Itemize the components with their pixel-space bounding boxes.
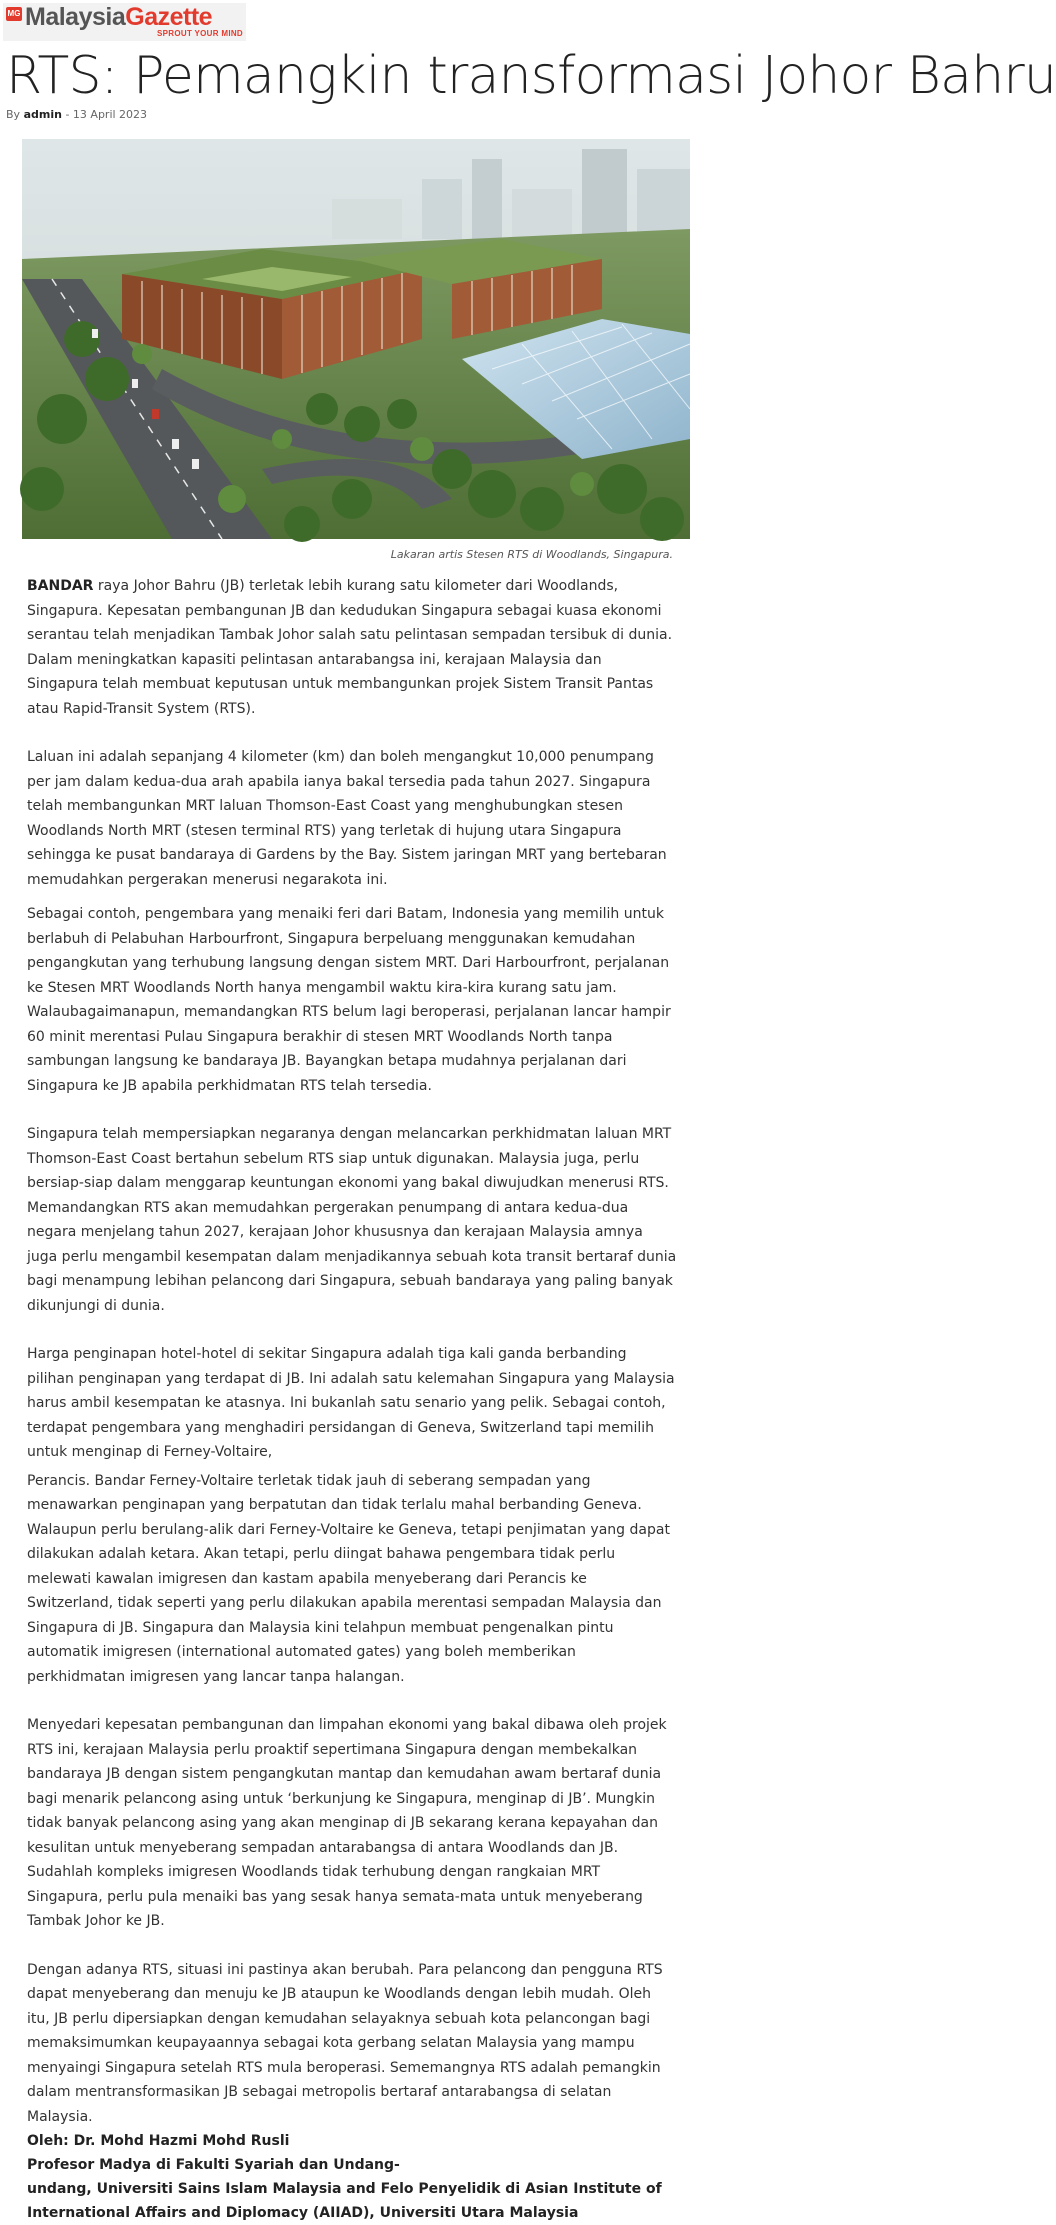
author-signature	[27, 2129, 677, 2225]
author-link[interactable]: admin	[23, 108, 62, 121]
byline-separator: -	[65, 108, 70, 121]
article-title: RTS: Pemangkin transformasi Johor Bahru	[6, 46, 1056, 106]
paragraph-7: Menyedari kepesatan pembangunan dan limpahan ekonomi yang bakal dibawa oleh projek RTS ini, kerajaan Malaysia perlu proaktif sepertimana Singapura dengan membekalkan bandaraya JB dengan sistem pengangkutan mantap dan kemudahan awam bertaraf dunia bagi menarik pelancong asing untuk ‘berkunjung ke Singapura, menginap di JB’. Mungkin tidak banyak pelancong asing yang akan menginap di JB sekarang kerana kepayahan dan kesulitan untuk menyeberang sempadan antarabangsa di antara Woodlands dan JB. Sudahlah kompleks imigresen Woodlands tidak terhubung dengan rangkaian MRT Singapura, perlu pula menaiki bas yang sesak hanya semata-mata untuk menyeberang Tambak Johor ke JB.	[27, 1717, 667, 1929]
logo-tagline: SPROUT YOUR MIND	[157, 29, 243, 38]
paragraph-3: Sebagai contoh, pengembara yang menaiki feri dari Batam, Indonesia yang memilih untuk berlabuh di Pelabuhan Harbourfront, Singapura berpeluang menggunakan kemudahan pengangkutan yang terhubung langsung dengan sistem MRT. Dari Harbourfront, perjalanan ke Stesen MRT Woodlands North hanya mengambil waktu kira-kira kurang satu jam. Walaubagaimanapun, memandangkan RTS belum lagi beroperasi, perjalanan lancar hampir 60 minit merentasi Pulau Singapura berakhir di stesen MRT Woodlands North tanpa sambungan langsung ke bandaraya JB. Bayangkan betapa mudahnya perjalanan dari Singapura ke JB apabila perkhidmatan RTS telah tersedia.	[27, 906, 671, 1094]
logo-name-part1: Malaysia	[25, 3, 126, 31]
lead-word: BANDAR	[27, 578, 94, 594]
site-logo[interactable]	[3, 3, 246, 41]
signature-line-3: undang, Universiti Sains Islam Malaysia and Felo Penyelidik di Asian Institute of International Affairs and Diplomacy (AIIAD), Universiti Utara Malaysia	[27, 2181, 662, 2221]
signature-line-2: Profesor Madya di Fakulti Syariah dan Undang-	[27, 2157, 400, 2173]
signature-line-1: Oleh: Dr. Mohd Hazmi Mohd Rusli	[27, 2133, 290, 2149]
logo-badge: MG	[6, 7, 22, 21]
byline	[6, 108, 147, 121]
byline-prefix: By	[6, 108, 21, 121]
paragraph-4: Singapura telah mempersiapkan negaranya dengan melancarkan perkhidmatan laluan MRT Thomson-East Coast bertahun sebelum RTS siap untuk digunakan. Malaysia juga, perlu bersiap-siap dalam menggarap keuntungan ekonomi yang bakal diwujudkan menerusi RTS. Memandangkan RTS akan memudahkan pergerakan penumpang di antara kedua-dua negara menjelang tahun 2027, kerajaan Johor khususnya dan kerajaan Malaysia amnya juga perlu mengambil kesempatan dalam menjadikannya sebuah kota transit bertaraf dunia bagi menampung lebihan pelancong dari Singapura, sebuah bandaraya yang paling banyak dikunjungi di dunia.	[27, 1126, 677, 1314]
logo-name-part2: Gazette	[125, 3, 213, 31]
paragraph-2: Laluan ini adalah sepanjang 4 kilometer (km) dan boleh mengangkut 10,000 penumpang per jam dalam kedua-dua arah apabila ianya bakal tersedia pada tahun 2027. Singapura telah membangunkan MRT laluan Thomson-East Coast yang menghubungkan stesen Woodlands North MRT (stesen terminal RTS) yang terletak di hujung utara Singapura sehingga ke pusat bandaraya di Gardens by the Bay. Sistem jaringan MRT yang bertebaran memudahkan pergerakan menerusi negarakota ini.	[27, 749, 667, 888]
image-caption: Lakaran artis Stesen RTS di Woodlands, Singapura.	[390, 548, 673, 561]
paragraph-6: Perancis. Bandar Ferney-Voltaire terletak tidak jauh di seberang sempadan yang menawarkan penginapan yang berpatutan dan tidak terlalu mahal berbanding Geneva. Walaupun perlu berulang-alik dari Ferney-Voltaire ke Geneva, tetapi penjimatan yang dapat dilakukan adalah ketara. Akan tetapi, perlu diingat bahawa pengembara tidak perlu melewati kawalan imigresen dan kastam apabila menyeberang dari Perancis ke Switzerland, tidak seperti yang perlu dilakukan apabila merentasi sempadan Malaysia dan Singapura di JB. Singapura dan Malaysia kini telahpun membuat pengenalkan pintu automatik imigresen (international automated gates) yang boleh memberikan perkhidmatan imigresen yang lancar tanpa halangan.	[27, 1472, 670, 1685]
rts-station-illustration	[22, 139, 690, 539]
article-body	[27, 574, 677, 2225]
paragraph-1	[27, 574, 677, 721]
hero-image	[22, 139, 690, 539]
paragraph-8: Dengan adanya RTS, situasi ini pastinya akan berubah. Para pelancong dan pengguna RTS dapat menyeberang dan menuju ke JB ataupun ke Woodlands dengan lebih mudah. Oleh itu, JB perlu dipersiapkan dengan kemudahan selayaknya sebuah kota pelancongan bagi memaksimumkan keupayaannya sebagai kota gerbang selatan Malaysia yang mampu menyaingi Singapura setelah RTS mula beroperasi. Sememangnya RTS adalah pemangkin dalam mentransformasikan JB sebagai metropolis bertaraf antarabangsa di selatan Malaysia.	[27, 1961, 663, 2125]
publish-date: 13 April 2023	[72, 108, 148, 121]
logo-text	[25, 3, 212, 31]
logo-name	[25, 3, 212, 31]
paragraph-5: Harga penginapan hotel-hotel di sekitar Singapura adalah tiga kali ganda berbanding pilihan penginapan yang terdapat di JB. Ini adalah satu kelemahan Singapura yang Malaysia harus ambil kesempatan ke atasnya. Ini bukanlah satu senario yang pelik. Sebagai contoh, terdapat pengembara yang menghadiri persidangan di Geneva, Switzerland tapi memilih untuk menginap di Ferney-Voltaire,	[27, 1346, 675, 1460]
paragraph-1-text: raya Johor Bahru (JB) terletak lebih kurang satu kilometer dari Woodlands, Singapura. Kepesatan pembangunan JB dan kedudukan Singapura sebagai kuasa ekonomi serantau telah menjadikan Tambak Johor salah satu pelintasan sempadan tersibuk di dunia. Dalam meningkatkan kapasiti pelintasan antarabangsa ini, kerajaan Malaysia dan Singapura telah membuat keputusan untuk membangunkan projek Sistem Transit Pantas atau Rapid-Transit System (RTS).	[27, 578, 673, 717]
